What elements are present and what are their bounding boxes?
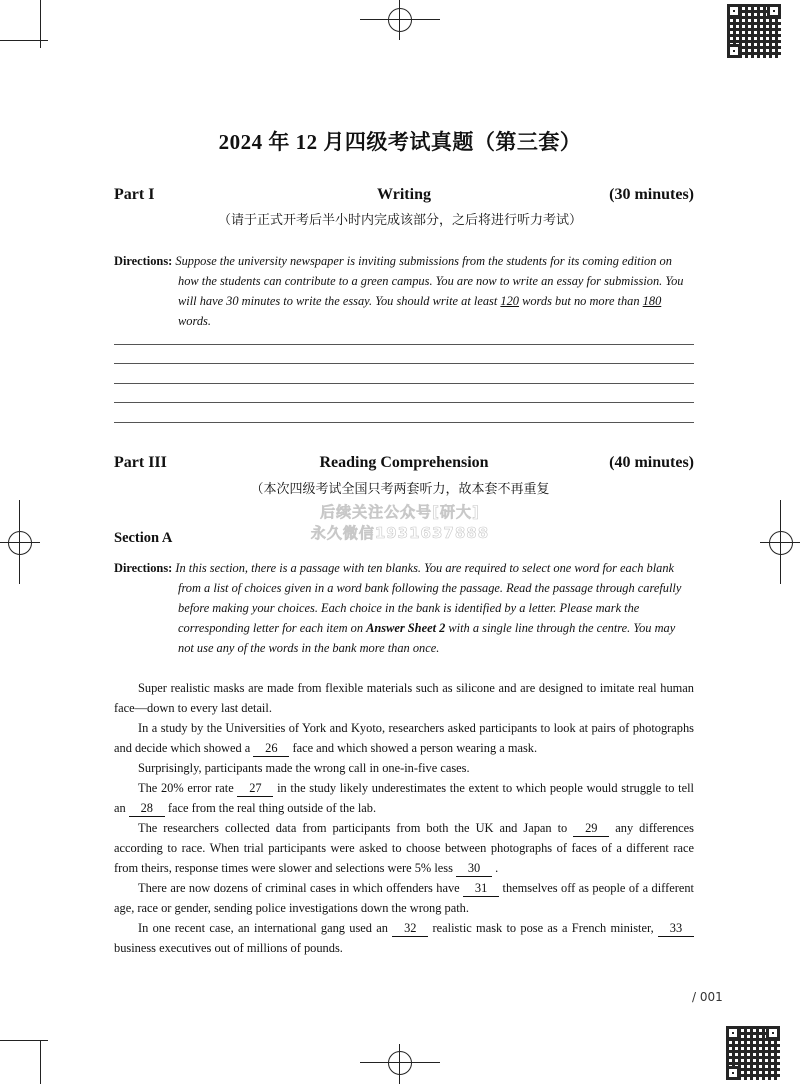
part-one-heading	[114, 186, 694, 204]
blank-32[interactable]: 32	[392, 921, 428, 937]
directions-text: words but no more than	[518, 294, 643, 308]
writing-line[interactable]	[114, 383, 694, 384]
registration-mark-top	[388, 8, 412, 32]
watermark-line: 后续关注公众号[研大]	[320, 503, 480, 521]
qr-code-bottom	[726, 1026, 780, 1080]
blank-30[interactable]: 30	[456, 861, 492, 877]
directions-label: Directions:	[114, 561, 173, 575]
passage-paragraph: There are now dozens of criminal cases in which offenders have 31 themselves off as people of a different age, race or gender, sending police investigations down the wrong path.	[114, 881, 694, 915]
part-one-name: Writing	[377, 186, 431, 203]
min-words: 120	[500, 294, 519, 308]
passage-paragraph: The 20% error rate 27 in the study likely underestimates the extent to which people would struggle to tell an 28 face from the real thing outside of the lab.	[114, 781, 695, 815]
part-three-heading	[114, 454, 694, 472]
part-three-label: Part III	[114, 454, 167, 471]
registration-mark-bottom	[388, 1051, 412, 1075]
section-heading: Section A	[114, 530, 173, 546]
passage-paragraph: In a study by the Universities of York and Kyoto, researchers asked participants to look at pairs of photographs and decide which showed a 26 face and which showed a person wearing a mask.	[114, 721, 694, 755]
qr-code-top	[727, 4, 781, 58]
writing-line[interactable]	[114, 344, 694, 345]
passage-paragraph: Surprisingly, participants made the wrong call in one-in-five cases.	[138, 761, 470, 775]
directions-text: In this section, there is a passage with ten blanks. You are required to select one word for each blank from a list of choices given in a word bank following the passage. Read the passage through carefully before making your choices. Each choice in the bank is identified by a letter. Please mark the corresponding letter for each item on	[175, 561, 682, 635]
blank-27[interactable]: 27	[237, 781, 273, 797]
passage-paragraph: In one recent case, an international gang used an 32 realistic mask to pose as a French minister, 33 business executives out of millions of pounds.	[114, 918, 694, 958]
max-words: 180	[642, 294, 662, 308]
part-three-name: Reading Comprehension	[319, 454, 489, 471]
writing-line[interactable]	[114, 402, 694, 403]
blank-33[interactable]: 33	[658, 921, 694, 937]
page-number: / 001	[692, 990, 723, 1004]
passage-paragraph: The researchers collected data from participants from both the UK and Japan to 29 any differences according to race. When trial participants were asked to choose between photographs of faces of a different race from theirs, response times were slower and selections were 5% less 30 .	[114, 821, 694, 875]
blank-26[interactable]: 26	[253, 741, 289, 757]
writing-line[interactable]	[114, 363, 694, 364]
reading-passage	[114, 678, 694, 958]
watermark-line: 永久微信1931637888	[310, 524, 490, 542]
directions-text: Suppose the university newspaper is inviting submissions from the students for its coming edition on how the students can contribute to a green campus. You are now to write an essay for submission. You will have 30 minutes to write the essay. You should write at least	[175, 254, 684, 308]
watermark	[300, 502, 500, 544]
part-one-label: Part I	[114, 186, 155, 203]
passage-paragraph: Super realistic masks are made from flexible materials such as silicone and are designed to imitate real human face—down to every last detail.	[114, 681, 694, 715]
registration-mark-right	[769, 531, 793, 555]
directions-text: with a single line through the centre. You may not use any of the words in the bank more than once.	[178, 621, 676, 655]
part-three-time: (40 minutes)	[609, 454, 694, 471]
blank-28[interactable]: 28	[129, 801, 165, 817]
answer-sheet-ref: Answer Sheet 2	[366, 621, 446, 635]
page-title: 2024 年 12 月四级考试真题（第三套）	[218, 130, 582, 154]
blank-29[interactable]: 29	[573, 821, 609, 837]
writing-line[interactable]	[114, 422, 694, 423]
part-one-directions	[114, 251, 694, 331]
part-three-note: （本次四级考试全国只考两套听力，故本套不再重复	[250, 481, 550, 496]
part-three-directions	[114, 558, 694, 658]
blank-31[interactable]: 31	[463, 881, 499, 897]
registration-mark-left	[8, 531, 32, 555]
part-one-time: (30 minutes)	[609, 186, 694, 203]
part-one-note: （请于正式开考后半小时内完成该部分，之后将进行听力考试）	[217, 212, 582, 227]
directions-text: words.	[178, 314, 211, 328]
directions-label: Directions:	[114, 254, 173, 268]
